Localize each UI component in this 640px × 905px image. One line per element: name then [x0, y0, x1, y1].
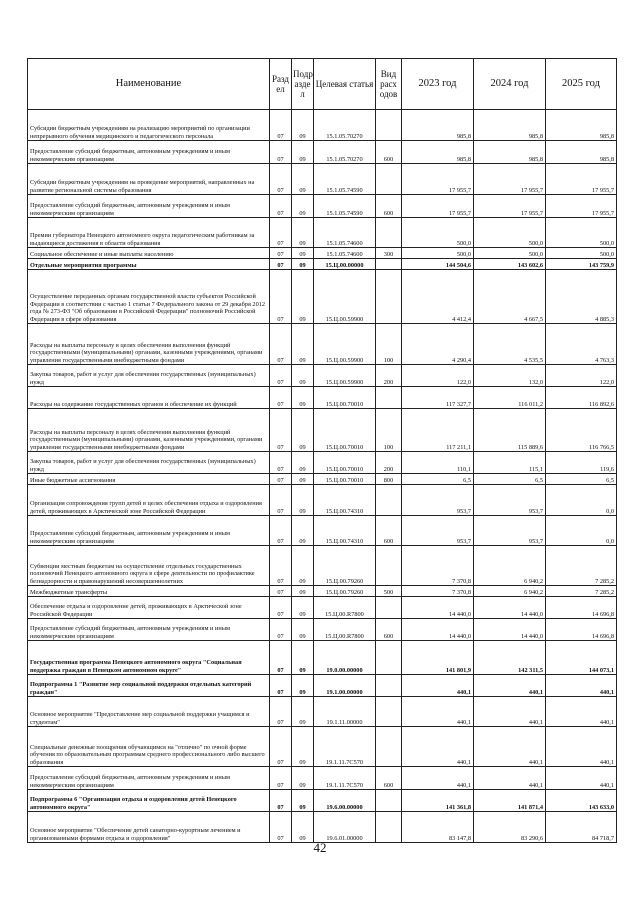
row-value-2024: 6 940,2: [474, 546, 546, 586]
row-value-2023: 141 361,8: [402, 790, 474, 812]
row-target-article: 15.Ц.00.70010: [314, 409, 376, 452]
row-value-2024: 440,1: [474, 767, 546, 790]
row-value-2023: 440,1: [402, 727, 474, 767]
row-expense-type: 600: [376, 141, 402, 164]
header-year-2023: 2023 год: [402, 59, 474, 110]
row-value-2025: 84 718,7: [546, 812, 617, 843]
row-name: Предоставление субсидий бюджетным, автономным учреждениям и иным некоммерческим организациям: [28, 767, 270, 790]
row-target-article: 19.6.01.00000: [314, 812, 376, 843]
row-name: Межбюджетные трансферты: [28, 586, 270, 597]
row-subsection: 09: [292, 767, 314, 790]
table-row: [28, 387, 617, 409]
table-row: [28, 195, 617, 218]
row-value-2023: 7 370,8: [402, 546, 474, 586]
row-subsection: 09: [292, 727, 314, 767]
row-target-article: 15.1.05.70270: [314, 141, 376, 164]
row-expense-type: 600: [376, 516, 402, 546]
row-value-2024: 440,1: [474, 727, 546, 767]
row-target-article: 15.Ц.00.79260: [314, 546, 376, 586]
table-row: [28, 474, 617, 485]
row-subsection: 09: [292, 110, 314, 141]
row-section: 07: [270, 727, 292, 767]
row-name: Премии губернатора Ненецкого автономного округа педагогическим работникам за выдающиеся достижения в области образования: [28, 218, 270, 248]
row-target-article: 19.6.00.00000: [314, 790, 376, 812]
row-section: 07: [270, 675, 292, 697]
row-target-article: 15.1.05.74590: [314, 164, 376, 195]
table-row: [28, 697, 617, 727]
row-value-2023: 110,1: [402, 452, 474, 474]
row-expense-type: [376, 697, 402, 727]
row-name: Субсидии бюджетным учреждениям на проведение мероприятий, направленных на развитие региональной системы образования: [28, 164, 270, 195]
table-row: [28, 110, 617, 141]
row-expense-type: [376, 270, 402, 324]
row-target-article: 15.Ц.00.R7800: [314, 597, 376, 619]
row-target-article: 15.Ц.00.59900: [314, 365, 376, 387]
row-value-2025: 440,1: [546, 767, 617, 790]
row-section: 07: [270, 597, 292, 619]
row-subsection: 09: [292, 195, 314, 218]
row-subsection: 09: [292, 597, 314, 619]
table-row: [28, 516, 617, 546]
table-row: [28, 485, 617, 516]
row-section: 07: [270, 641, 292, 675]
row-value-2023: 440,1: [402, 675, 474, 697]
row-expense-type: [376, 790, 402, 812]
row-expense-type: [376, 259, 402, 270]
row-name: Отдельные мероприятия программы: [28, 259, 270, 270]
row-expense-type: 200: [376, 365, 402, 387]
row-expense-type: [376, 387, 402, 409]
row-subsection: 09: [292, 485, 314, 516]
row-value-2024: 6,5: [474, 474, 546, 485]
row-subsection: 09: [292, 697, 314, 727]
row-value-2025: 440,1: [546, 727, 617, 767]
row-value-2023: 17 955,7: [402, 164, 474, 195]
row-value-2023: 14 440,0: [402, 597, 474, 619]
table-row: [28, 452, 617, 474]
row-value-2024: 115 889,6: [474, 409, 546, 452]
row-subsection: 09: [292, 164, 314, 195]
row-value-2025: 116 766,5: [546, 409, 617, 452]
row-target-article: 19.1.11.7С570: [314, 727, 376, 767]
row-expense-type: [376, 218, 402, 248]
row-expense-type: 100: [376, 324, 402, 365]
row-name: Расходы на выплаты персоналу в целях обеспечения выполнения функций государственными (муниципальными) органами, казенными учреждениями, органами управления государственными внебюджетными фондами: [28, 409, 270, 452]
row-value-2023: 122,0: [402, 365, 474, 387]
row-value-2024: 115,1: [474, 452, 546, 474]
row-value-2025: 500,0: [546, 218, 617, 248]
row-value-2024: 500,0: [474, 248, 546, 259]
row-value-2025: 7 285,2: [546, 586, 617, 597]
row-section: 07: [270, 812, 292, 843]
table-row: [28, 641, 617, 675]
budget-table: [27, 58, 617, 843]
row-value-2025: 122,0: [546, 365, 617, 387]
table-row: [28, 164, 617, 195]
row-subsection: 09: [292, 675, 314, 697]
row-expense-type: [376, 727, 402, 767]
row-subsection: 09: [292, 586, 314, 597]
row-name: Предоставление субсидий бюджетным, автономным учреждениям и иным некоммерческим организациям: [28, 195, 270, 218]
row-subsection: 09: [292, 474, 314, 485]
row-section: 07: [270, 365, 292, 387]
row-value-2025: 985,8: [546, 141, 617, 164]
row-target-article: 15.Ц.00.59900: [314, 324, 376, 365]
row-value-2024: 440,1: [474, 697, 546, 727]
header-target-article: Целевая статья: [314, 59, 376, 110]
row-expense-type: [376, 110, 402, 141]
table-row: [28, 675, 617, 697]
page-number: 42: [313, 840, 327, 855]
row-expense-type: 600: [376, 619, 402, 641]
row-value-2024: 985,8: [474, 141, 546, 164]
row-subsection: 09: [292, 790, 314, 812]
row-value-2023: 14 440,0: [402, 619, 474, 641]
row-value-2024: 953,7: [474, 485, 546, 516]
row-name: Предоставление субсидий бюджетным, автономным учреждениям и иным некоммерческим организациям: [28, 516, 270, 546]
table-row: [28, 546, 617, 586]
row-section: 07: [270, 248, 292, 259]
row-target-article: 15.Ц.00.59900: [314, 270, 376, 324]
row-value-2023: 440,1: [402, 697, 474, 727]
row-target-article: 15.1.05.74600: [314, 218, 376, 248]
row-section: 07: [270, 259, 292, 270]
header-subsection: Подр азде л: [292, 59, 314, 110]
table-row: [28, 141, 617, 164]
row-expense-type: 600: [376, 195, 402, 218]
row-value-2023: 6,5: [402, 474, 474, 485]
row-value-2024: 116 011,2: [474, 387, 546, 409]
row-value-2024: 142 311,5: [474, 641, 546, 675]
row-value-2023: 985,8: [402, 110, 474, 141]
row-name: Предоставление субсидий бюджетным, автономным учреждениям и иным некоммерческим организациям: [28, 619, 270, 641]
row-target-article: 15.Ц.00.74310: [314, 485, 376, 516]
table-row: [28, 218, 617, 248]
table-row: [28, 270, 617, 324]
row-subsection: 09: [292, 259, 314, 270]
table-row: [28, 365, 617, 387]
row-value-2025: 440,1: [546, 675, 617, 697]
row-value-2024: 6 940,2: [474, 586, 546, 597]
row-value-2023: 117 327,7: [402, 387, 474, 409]
row-value-2025: 440,1: [546, 697, 617, 727]
row-subsection: 09: [292, 387, 314, 409]
row-section: 07: [270, 218, 292, 248]
row-target-article: 15.Ц.00.70010: [314, 452, 376, 474]
row-section: 07: [270, 195, 292, 218]
row-name: Подпрограмма 1 "Развитие мер социальной поддержки отдельных категорий граждан": [28, 675, 270, 697]
row-target-article: 15.Ц.00.R7800: [314, 619, 376, 641]
row-target-article: 15.Ц.00.00000: [314, 259, 376, 270]
row-section: 07: [270, 485, 292, 516]
row-value-2023: 7 370,8: [402, 586, 474, 597]
row-expense-type: 600: [376, 767, 402, 790]
row-subsection: 09: [292, 812, 314, 843]
row-expense-type: [376, 812, 402, 843]
row-subsection: 09: [292, 619, 314, 641]
row-target-article: 19.1.00.00000: [314, 675, 376, 697]
row-name: Иные бюджетные ассигнования: [28, 474, 270, 485]
row-section: 07: [270, 474, 292, 485]
row-target-article: 19.1.11.00000: [314, 697, 376, 727]
row-section: 07: [270, 767, 292, 790]
row-section: 07: [270, 110, 292, 141]
table-row: [28, 324, 617, 365]
row-expense-type: [376, 597, 402, 619]
row-value-2023: 440,1: [402, 767, 474, 790]
row-expense-type: 200: [376, 452, 402, 474]
row-target-article: 15.1.05.74600: [314, 248, 376, 259]
row-expense-type: [376, 485, 402, 516]
row-section: 07: [270, 164, 292, 195]
row-target-article: 19.0.00.00000: [314, 641, 376, 675]
row-value-2024: 17 955,7: [474, 164, 546, 195]
row-value-2023: 141 801,9: [402, 641, 474, 675]
row-value-2025: 144 073,1: [546, 641, 617, 675]
row-target-article: 15.Ц.00.70010: [314, 474, 376, 485]
row-value-2024: 83 290,6: [474, 812, 546, 843]
table-row: [28, 597, 617, 619]
row-name: Основное мероприятие "Предоставление мер социальной поддержки учащимся и студентам": [28, 697, 270, 727]
table-row: [28, 248, 617, 259]
row-subsection: 09: [292, 270, 314, 324]
row-target-article: 15.1.05.70270: [314, 110, 376, 141]
row-section: 07: [270, 546, 292, 586]
table-row: [28, 259, 617, 270]
row-subsection: 09: [292, 324, 314, 365]
header-year-2025: 2025 год: [546, 59, 617, 110]
row-value-2023: 144 504,6: [402, 259, 474, 270]
row-name: Закупка товаров, работ и услуг для обеспечения государственных (муниципальных) нужд: [28, 452, 270, 474]
row-section: 07: [270, 790, 292, 812]
row-subsection: 09: [292, 248, 314, 259]
row-value-2024: 4 535,5: [474, 324, 546, 365]
header-section: Разд ел: [270, 59, 292, 110]
row-value-2024: 17 955,7: [474, 195, 546, 218]
row-target-article: 15.Ц.00.79260: [314, 586, 376, 597]
row-value-2025: 4 763,3: [546, 324, 617, 365]
row-name: Осуществление переданных органам государственной власти субъектов Российской Федерации в соответствии с частью 1 статьи 7 Федерального закона от 29 декабря 2012 года № 273-ФЗ "Об образовании в Российской Федерации" полномочий Российской Федерации в сфере образования: [28, 270, 270, 324]
row-value-2023: 500,0: [402, 218, 474, 248]
table-row: [28, 767, 617, 790]
row-value-2025: 143 759,9: [546, 259, 617, 270]
row-section: 07: [270, 697, 292, 727]
row-value-2023: 4 290,4: [402, 324, 474, 365]
row-value-2024: 143 602,6: [474, 259, 546, 270]
row-expense-type: 800: [376, 474, 402, 485]
row-expense-type: [376, 164, 402, 195]
row-value-2025: 7 285,2: [546, 546, 617, 586]
row-value-2025: 500,0: [546, 248, 617, 259]
row-value-2024: 4 667,5: [474, 270, 546, 324]
row-value-2024: 500,0: [474, 218, 546, 248]
row-subsection: 09: [292, 641, 314, 675]
row-value-2024: 953,7: [474, 516, 546, 546]
row-expense-type: 100: [376, 409, 402, 452]
row-name: Обеспечение отдыха и оздоровление детей, проживающих в Арктической зоне Российской Федерации: [28, 597, 270, 619]
row-subsection: 09: [292, 546, 314, 586]
row-value-2024: 14 440,0: [474, 597, 546, 619]
row-value-2023: 17 955,7: [402, 195, 474, 218]
row-section: 07: [270, 516, 292, 546]
row-value-2025: 0,0: [546, 485, 617, 516]
row-section: 07: [270, 324, 292, 365]
row-value-2025: 116 892,6: [546, 387, 617, 409]
row-subsection: 09: [292, 218, 314, 248]
row-subsection: 09: [292, 141, 314, 164]
row-name: Специальные денежные поощрения обучающимся на "отлично" по очной форме обучения по образовательным программам среднего профессионального либо высшего образования: [28, 727, 270, 767]
table-row: [28, 727, 617, 767]
row-name: Предоставление субсидий бюджетным, автономным учреждениям и иным некоммерческим организациям: [28, 141, 270, 164]
table-body: [28, 110, 617, 843]
row-section: 07: [270, 141, 292, 164]
row-value-2023: 4 412,4: [402, 270, 474, 324]
row-name: Закупка товаров, работ и услуг для обеспечения государственных (муниципальных) нужд: [28, 365, 270, 387]
row-value-2023: 985,8: [402, 141, 474, 164]
row-name: Государственная программа Ненецкого автономного округа "Социальная поддержка граждан в Ненецком автономном округе": [28, 641, 270, 675]
row-expense-type: [376, 546, 402, 586]
row-name: Организация сопровождения групп детей в целях обеспечения отдыха и оздоровления детей, проживающих в Арктической зоне Российской Федерации: [28, 485, 270, 516]
row-value-2025: 6,5: [546, 474, 617, 485]
row-value-2025: 143 633,0: [546, 790, 617, 812]
row-target-article: 15.Ц.00.70010: [314, 387, 376, 409]
row-name: Субсидии бюджетным учреждениям на реализацию мероприятий по организации непрерывного обучения медицинского и педагогического персонала: [28, 110, 270, 141]
row-value-2023: 500,0: [402, 248, 474, 259]
row-value-2024: 141 871,4: [474, 790, 546, 812]
row-name: Расходы на выплаты персоналу в целях обеспечения выполнения функций государственными (муниципальными) органами, казенными учреждениями, органами управления государственными внебюджетными фондами: [28, 324, 270, 365]
row-value-2025: 17 955,7: [546, 164, 617, 195]
row-section: 07: [270, 270, 292, 324]
row-value-2023: 953,7: [402, 516, 474, 546]
row-value-2025: 4 885,3: [546, 270, 617, 324]
row-name: Социальное обеспечение и иные выплаты населению: [28, 248, 270, 259]
row-value-2025: 17 955,7: [546, 195, 617, 218]
row-expense-type: 300: [376, 248, 402, 259]
table-row: [28, 812, 617, 843]
row-value-2025: 119,6: [546, 452, 617, 474]
row-value-2025: 14 696,8: [546, 597, 617, 619]
table-header-row: [28, 59, 617, 110]
row-value-2024: 14 440,0: [474, 619, 546, 641]
row-name: Расходы на содержание государственных органов и обеспечение их функций: [28, 387, 270, 409]
row-value-2025: 14 696,8: [546, 619, 617, 641]
row-value-2024: 985,8: [474, 110, 546, 141]
row-name: Подпрограмма 6 "Организация отдыха и оздоровления детей Ненецкого автономного округа": [28, 790, 270, 812]
table-row: [28, 586, 617, 597]
row-expense-type: [376, 675, 402, 697]
row-value-2023: 953,7: [402, 485, 474, 516]
row-target-article: 19.1.11.7С570: [314, 767, 376, 790]
row-value-2023: 117 211,1: [402, 409, 474, 452]
row-subsection: 09: [292, 409, 314, 452]
row-name: Субвенции местным бюджетам на осуществление отдельных государственных полномочий Ненецкого автономного округа в сфере деятельности по профилактике безнадзорности и правонарушений несовершеннолетних: [28, 546, 270, 586]
row-expense-type: 500: [376, 586, 402, 597]
table-row: [28, 619, 617, 641]
row-target-article: 15.1.05.74590: [314, 195, 376, 218]
row-subsection: 09: [292, 452, 314, 474]
row-value-2024: 132,0: [474, 365, 546, 387]
header-year-2024: 2024 год: [474, 59, 546, 110]
row-subsection: 09: [292, 516, 314, 546]
row-section: 07: [270, 619, 292, 641]
row-section: 07: [270, 387, 292, 409]
row-subsection: 09: [292, 365, 314, 387]
row-name: Основное мероприятие "Обеспечение детей санаторно-курортным лечением и организованными формами отдыха и оздоровления": [28, 812, 270, 843]
row-expense-type: [376, 641, 402, 675]
header-expense-type: Вид расх одов: [376, 59, 402, 110]
row-value-2023: 83 147,8: [402, 812, 474, 843]
table-row: [28, 409, 617, 452]
row-value-2025: 985,8: [546, 110, 617, 141]
header-name: Наименование: [28, 59, 270, 110]
row-value-2025: 0,0: [546, 516, 617, 546]
table-row: [28, 790, 617, 812]
row-section: 07: [270, 586, 292, 597]
row-section: 07: [270, 452, 292, 474]
row-target-article: 15.Ц.00.74310: [314, 516, 376, 546]
row-section: 07: [270, 409, 292, 452]
row-value-2024: 440,1: [474, 675, 546, 697]
